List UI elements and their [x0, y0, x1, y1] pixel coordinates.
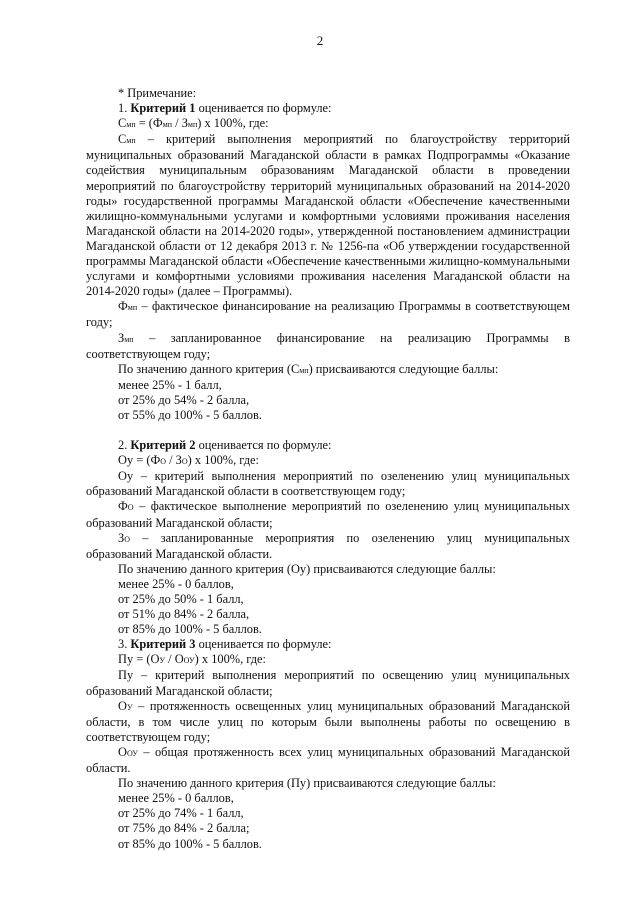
- formula-part: ) х 100%, где:: [187, 453, 260, 468]
- formula-subscript: У: [159, 656, 166, 666]
- criterion-1-score-intro: [86, 362, 570, 378]
- symbol-subscript: мп: [127, 303, 138, 313]
- score-item: от 85% до 100% - 5 баллов.: [118, 622, 262, 637]
- formula-subscript: О: [160, 457, 167, 467]
- formula-subscript: О: [181, 457, 188, 467]
- score-intro-text: ) присваиваются следующие баллы:: [308, 361, 499, 376]
- spacer: [86, 423, 570, 438]
- criterion-2-heading-text: оценивается по формуле:: [198, 438, 332, 453]
- symbol: Ф: [118, 299, 128, 314]
- symbol-subscript: мп: [126, 136, 136, 146]
- score-item: от 51% до 84% - 2 балла,: [118, 607, 250, 622]
- criterion-3-definition-oy: [86, 699, 570, 745]
- symbol-subscript: О: [127, 503, 134, 513]
- criterion-1-formula: [86, 116, 570, 132]
- criterion-1-definition-zmp: [86, 331, 570, 362]
- page-number: 2: [316, 33, 324, 48]
- formula-subscript: ОУ: [183, 656, 195, 666]
- note-title: * Примечание:: [118, 86, 197, 100]
- criterion-1-title: Критерий 1: [130, 101, 196, 116]
- criterion-2-heading: [86, 438, 570, 453]
- formula-subscript: мп: [162, 120, 173, 130]
- score-intro-text: По значению данного критерия (С: [118, 361, 300, 376]
- criterion-2-definition-zo: [86, 531, 570, 562]
- formula-part: Пу = (О: [118, 652, 160, 667]
- definition-text: – критерий выполнения мероприятий по благоустройству территорий муниципальных образований Магаданской области в рамках Подпрограммы «Оказание содействия муниципальным образованиям Магаданской области в проведении мероприятий по благоустройству территорий муниципальных образований на 2014-2020 годы» государственной программы Магаданской области «Обеспечение качественными жилищно-коммунальными услугами и комфортными условиями проживания населения Магаданской области на 2014-2020 годы», утвержденной постановлением администрации Магаданской области от 12 декабря 2013 г. № 1256-па «Об утверждении государственной программы Магаданской области «Обеспечение качественными жилищно-коммунальными услугами и комфортными условиями проживания населения Магаданской области на 2014-2020 годы» (далее – Программы).: [86, 132, 570, 299]
- score-item: от 85% до 100% - 5 баллов.: [118, 836, 262, 851]
- score-item: от 25% до 74% - 1 балл,: [118, 806, 244, 821]
- formula-part: / З: [166, 453, 182, 468]
- criterion-2-title: Критерий 2: [130, 438, 196, 453]
- score-item: менее 25% - 0 баллов,: [118, 791, 234, 806]
- formula-subscript: мп: [187, 120, 198, 130]
- symbol-subscript: ОУ: [126, 748, 138, 758]
- score-item: менее 25% - 0 баллов,: [118, 576, 234, 591]
- definition-text: – протяженность освещенных улиц муниципальных образований Магаданской области, в том числе улиц по которым были выполнены работы по освещению в соответствующем году;: [86, 698, 570, 744]
- formula-part: Оу = (Ф: [118, 453, 161, 468]
- formula-part: = (Ф: [135, 116, 163, 131]
- symbol-subscript: мп: [124, 334, 134, 344]
- criterion-1-definition-fmp: [86, 299, 570, 330]
- definition-text: – общая протяженность всех улиц муниципальных образований Магаданской области.: [86, 744, 570, 776]
- criterion-3-number: 3.: [118, 637, 128, 652]
- criterion-2-definition-fo: [86, 499, 570, 530]
- formula-part: ) х 100%, где:: [194, 652, 267, 667]
- document-body: [86, 86, 570, 852]
- symbol: Ф: [118, 499, 128, 514]
- formula-part: ) х 100%, где:: [197, 116, 269, 131]
- symbol: С: [118, 132, 127, 147]
- criterion-2-score-intro: По значению данного критерия (Оу) присваиваются следующие баллы:: [118, 561, 496, 576]
- definition-text: – запланированные мероприятия по озеленению улиц муниципальных образований Магаданской области.: [86, 530, 570, 561]
- criterion-1-number: 1.: [118, 101, 128, 116]
- formula-subscript: мп: [126, 120, 136, 130]
- symbol-subscript: У: [126, 702, 133, 712]
- criterion-2-definition-oy: Оу – критерий выполнения мероприятий по озеленению улиц муниципальных образований Магаданской области в соответствующем году;: [86, 469, 570, 499]
- score-item: от 25% до 50% - 1 балл,: [118, 592, 244, 606]
- symbol: О: [118, 698, 127, 713]
- criterion-1-definition-cmp: [86, 132, 570, 299]
- formula-part: / З: [172, 116, 188, 131]
- score-item: от 75% до 84% - 2 балла;: [118, 821, 250, 836]
- symbol-subscript: мп: [299, 365, 309, 375]
- criterion-1-heading: [86, 101, 570, 116]
- score-item: от 55% до 100% - 5 баллов.: [118, 407, 262, 422]
- criterion-2-formula: [86, 453, 570, 469]
- criterion-3-definition-ooy: [86, 745, 570, 776]
- criterion-2-number: 2.: [118, 438, 128, 453]
- criterion-3-title: Критерий 3: [130, 637, 196, 652]
- symbol: З: [118, 330, 125, 345]
- criterion-3-formula: [86, 652, 570, 668]
- score-item: менее 25% - 1 балл,: [118, 377, 222, 392]
- symbol-subscript: О: [124, 534, 130, 544]
- symbol: О: [118, 744, 127, 759]
- criterion-3-score-intro: По значению данного критерия (Пу) присваиваются следующие баллы:: [118, 776, 496, 791]
- score-item: от 25% до 54% - 2 балла,: [118, 392, 250, 407]
- formula-part: / О: [165, 652, 184, 667]
- definition-text: – запланированное финансирование на реализацию Программы в соответствующем году;: [86, 330, 570, 361]
- criterion-3-heading-text: оценивается по формуле:: [198, 637, 332, 652]
- definition-text: – фактическое финансирование на реализацию Программы в соответствующем году;: [86, 299, 570, 330]
- criterion-1-heading-text: оценивается по формуле:: [198, 101, 332, 116]
- criterion-3-definition-py: Пу – критерий выполнения мероприятий по освещению улиц муниципальных образований Магаданской области;: [86, 668, 570, 698]
- definition-text: – фактическое выполнение мероприятий по озеленению улиц муниципальных образований Магаданской области;: [86, 499, 570, 530]
- symbol: З: [118, 530, 125, 545]
- criterion-3-heading: [86, 637, 570, 652]
- formula-part: С: [118, 116, 127, 131]
